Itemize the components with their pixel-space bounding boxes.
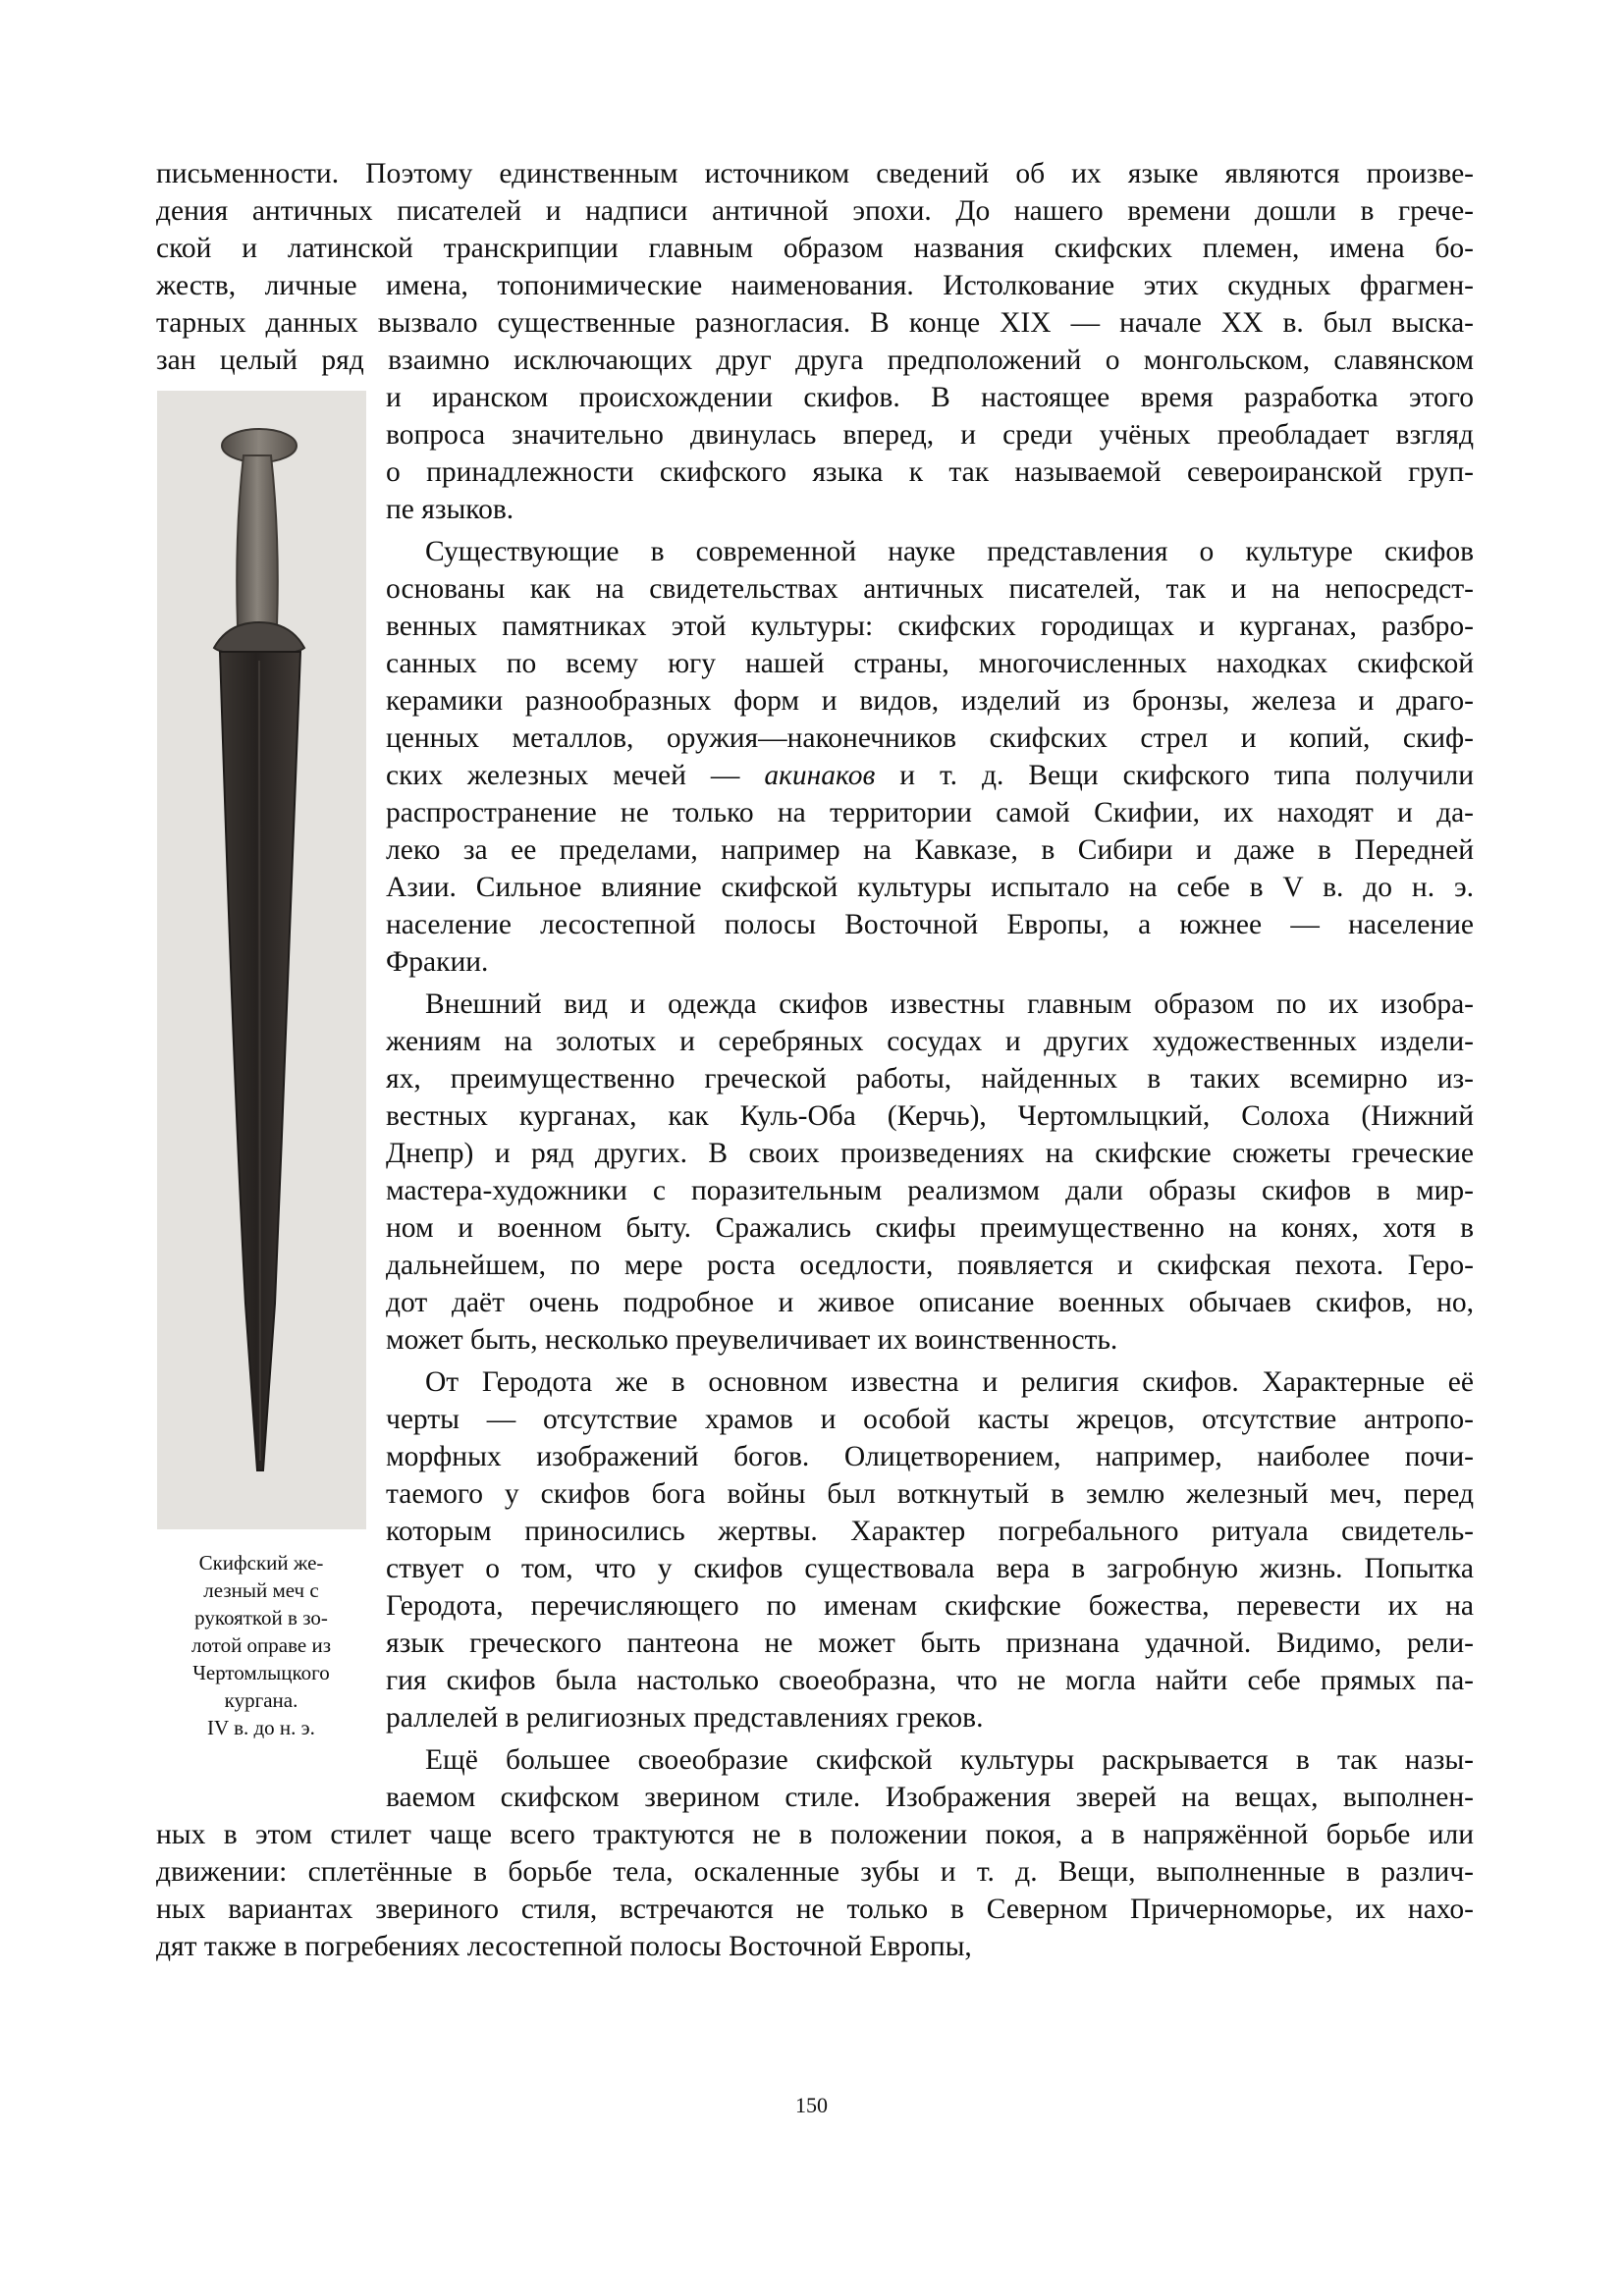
text-segment: ских железных мечей — (386, 760, 765, 791)
text-line: ценных металлов, оружия—наконечников скифских стрел и копий, скиф- (386, 722, 1474, 754)
text-line: гия скифов была настолько своеобразна, что не могла найти себе прямых па- (386, 1665, 1474, 1696)
text-line: дят также в погребениях лесостепной полосы Восточной Европы, (156, 1931, 972, 1962)
text-line: письменности. Поэтому единственным источником сведений об их языке являются произве- (156, 158, 1474, 189)
text-line: черты — отсутствие храмов и особой касты жрецов, отсутствие антропо- (386, 1404, 1474, 1435)
text-line: вопроса значительно двинулась вперед, и среди учёных преобладает взгляд (386, 419, 1474, 451)
text-line: зан целый ряд взаимно исключающих друг друга предположений о монгольском, славянском (156, 345, 1474, 376)
text-line: Фракии. (386, 946, 489, 978)
text-line: может быть, несколько преувеличивает их воинственность. (386, 1324, 1118, 1356)
caption-line: IV в. до н. э. (207, 1716, 315, 1739)
text-line: движении: сплетённые в борьбе тела, оскаленные зубы и т. д. Вещи, выполненные в различ- (156, 1856, 1474, 1888)
paragraph-start-line: Существующие в современной науке представления о культуре скифов (425, 536, 1474, 567)
text-line: ных вариантах звериного стиля, встречаются не только в Северном Причерноморье, их нахо- (156, 1894, 1474, 1925)
sword-grip (237, 455, 278, 626)
text-line: вестных курганах, как Куль-Оба (Керчь), Чертомлыцкий, Солоха (Нижний (386, 1100, 1474, 1132)
figure-caption (147, 1549, 375, 1741)
text-line: Днепр) и ряд других. В своих произведениях на скифские сюжеты греческие (386, 1138, 1474, 1169)
sword-photo (157, 391, 366, 1529)
text-line: дения античных писателей и надписи античной эпохи. До нашего времени дошли в грече- (156, 195, 1474, 227)
text-line: ваемом скифском зверином стиле. Изображения зверей на вещах, выполнен- (386, 1782, 1474, 1813)
blade-ridge (259, 661, 260, 1461)
text-line: дот даёт очень подробное и живое описание военных обычаев скифов, но, (386, 1287, 1474, 1318)
caption-line: лотой оправе из (190, 1633, 332, 1657)
text-line: ях, преимущественно греческой работы, найденных в таких всемирно из- (386, 1063, 1474, 1095)
caption-line: кургана. (224, 1688, 298, 1712)
text-line: дальнейшем, по мере роста оседлости, появляется и скифская пехота. Геро- (386, 1250, 1474, 1281)
text-line: таемого у скифов бога войны был воткнутый в землю железный меч, перед (386, 1478, 1474, 1510)
text-line: раллелей в религиозных представлениях греков. (386, 1702, 984, 1734)
text-line: о принадлежности скифского языка к так называемой североиранской груп- (386, 456, 1474, 488)
page-number: 150 (795, 2093, 828, 2117)
text-line: пе языков. (386, 494, 514, 525)
sword-illustration (157, 391, 366, 1529)
text-line (386, 757, 1474, 794)
text-line: керамики разнообразных форм и видов, изделий из бронзы, железа и драго- (386, 685, 1474, 717)
text-line: язык греческого пантеона не может быть признана удачной. Видимо, рели- (386, 1628, 1474, 1659)
text-line: тарных данных вызвало существенные разногласия. В конце XIX — начале XX в. был выска- (156, 307, 1474, 339)
caption-line: лезный меч с (203, 1578, 319, 1602)
text-line: мастера-художники с поразительным реализмом дали образы скифов в мир- (386, 1175, 1474, 1206)
caption-line: Чертомлыцкого (192, 1661, 330, 1684)
text-line: леко за ее пределами, например на Кавказе, в Сибири и даже в Передней (386, 834, 1474, 866)
text-line: жеств, личные имена, топонимические наименования. Истолкование этих скудных фрагмен- (156, 270, 1474, 301)
paragraph-start-line: Внешний вид и одежда скифов известны главным образом по их изобра- (425, 988, 1474, 1020)
text-line: Азии. Сильное влияние скифской культуры испытало на себе в V в. до н. э. (386, 872, 1474, 903)
text-line: Геродота, перечисляющего по именам скифские божества, перевести их на (386, 1590, 1474, 1622)
text-line: распространение не только на территории самой Скифии, их находят и да- (386, 797, 1474, 828)
text-line: венных памятниках этой культуры: скифских городищах и курганах, разбро- (386, 611, 1474, 642)
text-line: основаны как на свидетельствах античных писателей, так и на непосредст- (386, 573, 1474, 605)
paragraph-start-line: От Геродота же в основном известна и религия скифов. Характерные её (425, 1366, 1474, 1398)
text-line: морфных изображений богов. Олицетворением, например, наиболее почи- (386, 1441, 1474, 1472)
text-segment: и т. д. Вещи скифского типа получили (875, 760, 1474, 791)
italic-term-akinakov: акинаков (764, 760, 876, 791)
text-line: и иранском происхождении скифов. В настоящее время разработка этого (386, 382, 1474, 413)
text-line: ном и военном быту. Сражались скифы преимущественно на конях, хотя в (386, 1212, 1474, 1244)
text-line: ствует о том, что у скифов существовала вера в загробную жизнь. Попытка (386, 1553, 1474, 1584)
paragraph-start-line: Ещё большее своеобразие скифской культуры раскрывается в так назы- (425, 1744, 1474, 1776)
text-line: ных в этом стилет чаще всего трактуются не в положении покоя, а в напряжённой борьбе или (156, 1819, 1474, 1850)
text-line: ской и латинской транскрипции главным образом названия скифских племен, имена бо- (156, 233, 1474, 264)
caption-line: Скифский же- (198, 1551, 324, 1575)
text-line: санных по всему югу нашей страны, многочисленных находках скифской (386, 648, 1474, 679)
caption-line: рукояткой в зо- (194, 1606, 328, 1629)
text-line: население лесостепной полосы Восточной Европы, а южнее — население (386, 909, 1474, 940)
text-line: жениям на золотых и серебряных сосудах и других художественных издели- (386, 1026, 1474, 1057)
text-line: которым приносились жертвы. Характер погребального ритуала свидетель- (386, 1516, 1474, 1547)
